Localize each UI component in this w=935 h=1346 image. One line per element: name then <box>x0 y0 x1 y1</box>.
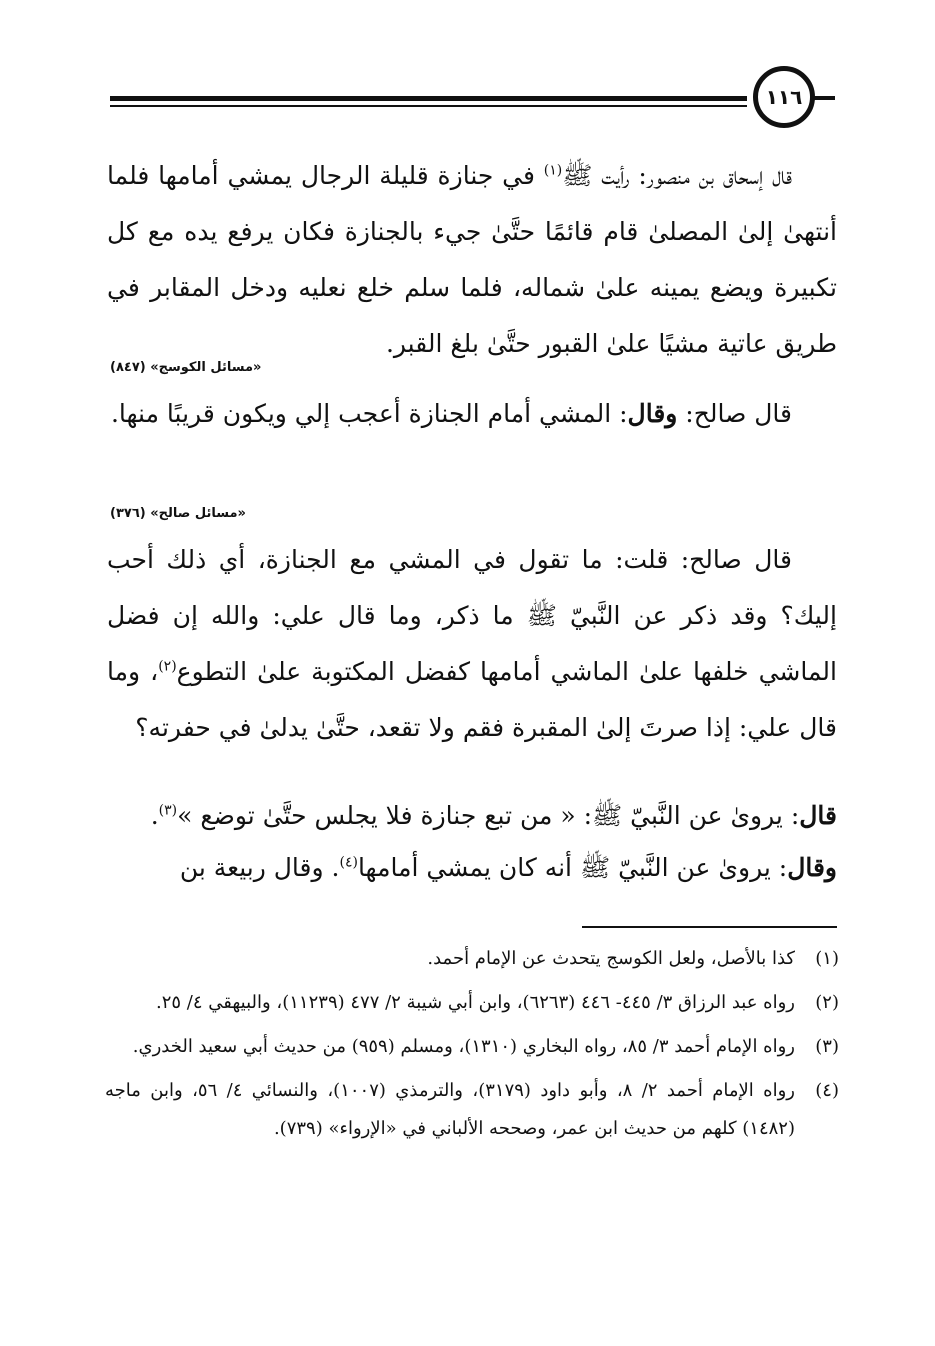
paragraph-text: . وقال ربيعة بن <box>179 853 340 882</box>
header-rule-thin <box>110 105 747 107</box>
footnote-ref[interactable]: (٤) <box>339 854 358 871</box>
speaker-label: وقال <box>787 853 837 882</box>
footnote-number: (٤) <box>815 1080 839 1101</box>
footnote-ref[interactable]: (٢) <box>158 658 177 675</box>
paragraph-text: . <box>150 801 159 830</box>
paragraph-text: : يروىٰ عن النَّبيّ ﷺ أنه كان يمشي أمامها <box>357 853 788 882</box>
footnote-text: رواه الإمام أحمد ٣/ ٨٥، رواه البخاري (١٣١٠)، ومسلم (٩٥٩) من حديث أبي سعيد الخدري. <box>132 1036 795 1057</box>
footnote-number: (٣) <box>815 1036 839 1057</box>
paragraph-5 <box>107 840 837 896</box>
footnote-item <box>105 1072 839 1148</box>
footnote-number: (٢) <box>815 992 839 1013</box>
paragraph-text: : يروىٰ عن النَّبيّ ﷺ: « من تبع جنازة فلا يجلس حتَّىٰ توضع » <box>177 801 800 830</box>
paragraph-2 <box>107 386 837 442</box>
footnote-item <box>105 1028 839 1066</box>
paragraph-text: : المشي أمام الجنازة أعجب إلي ويكون قريبًا منها. <box>110 399 628 428</box>
footnote-ref[interactable]: (٣) <box>158 802 178 819</box>
paragraph-text: ، وما قال علي: إذا صرتَ إلىٰ المقبرة فقم ولا تقعد، حتَّىٰ يدلىٰ في حفرته؟ <box>107 657 837 742</box>
paragraph-text: قال إسحاق بن منصور: رأيت ﷺ <box>562 161 792 190</box>
speaker-label: وقال <box>627 399 678 428</box>
header-rule <box>110 96 747 101</box>
paragraph-text: قال صالح: قلت: ما تقول في المشي مع الجنازة، أي ذلك أحب إليك؟ وقد ذكر عن النَّبيّ ﷺ ما ذكر، وما قال علي: والله إن فضل الماشي خلفها علىٰ الماشي أمامها كفضل المكتوبة علىٰ التطوع <box>107 545 837 686</box>
footnote-text: كذا بالأصل، ولعل الكوسج يتحدث عن الإمام أحمد. <box>427 948 795 969</box>
footnote-item <box>105 940 839 978</box>
footnotes <box>105 940 839 1154</box>
footnote-text: رواه عبد الرزاق ٣/ ٤٤٥- ٤٤٦ (٦٢٦٣)، وابن أبي شيبة ٢/ ٤٧٧ (١١٢٣٩)، والبيهقي ٤/ ٢٥. <box>155 992 795 1013</box>
footnote-separator <box>582 926 837 928</box>
footnote-number: (١) <box>815 948 839 969</box>
paragraph-1 <box>107 148 837 372</box>
paragraph-text: قال صالح: <box>677 399 792 428</box>
paragraph-4 <box>107 788 837 844</box>
speaker-label: قال <box>799 801 837 830</box>
footnote-ref[interactable]: (١) <box>543 162 563 179</box>
page-number: ١١٦ <box>753 66 815 128</box>
footnote-item <box>105 984 839 1022</box>
paragraph-3 <box>107 532 837 756</box>
page-header <box>110 66 835 136</box>
paragraph-text: في جنازة قليلة الرجال يمشي أمامها فلما أنتهىٰ إلىٰ المصلىٰ قام قائمًا حتَّىٰ جيء بالجنازة فكان يرفع يده مع كل تكبيرة ويضع يمينه علىٰ شماله، فلما سلم خلع نعليه ودخل المقابر في طريق عاتية مشيًا علىٰ القبور حتَّىٰ بلغ القبر. <box>107 161 837 358</box>
header-rule-right <box>813 96 835 100</box>
source-citation: «مسائل صالح» (٣٧٦) <box>110 506 246 521</box>
source-citation: «مسائل الكوسج» (٨٤٧) <box>110 360 262 375</box>
footnote-text: رواه الإمام أحمد ٢/ ٨، وأبو داود (٣١٧٩)، والترمذي (١٠٠٧)، والنسائي ٤/ ٥٦، وابن ماجه (١٤٨٢) كلهم من حديث ابن عمر، وصححه الألباني في «الإرواء» (٧٣٩). <box>105 1080 795 1139</box>
